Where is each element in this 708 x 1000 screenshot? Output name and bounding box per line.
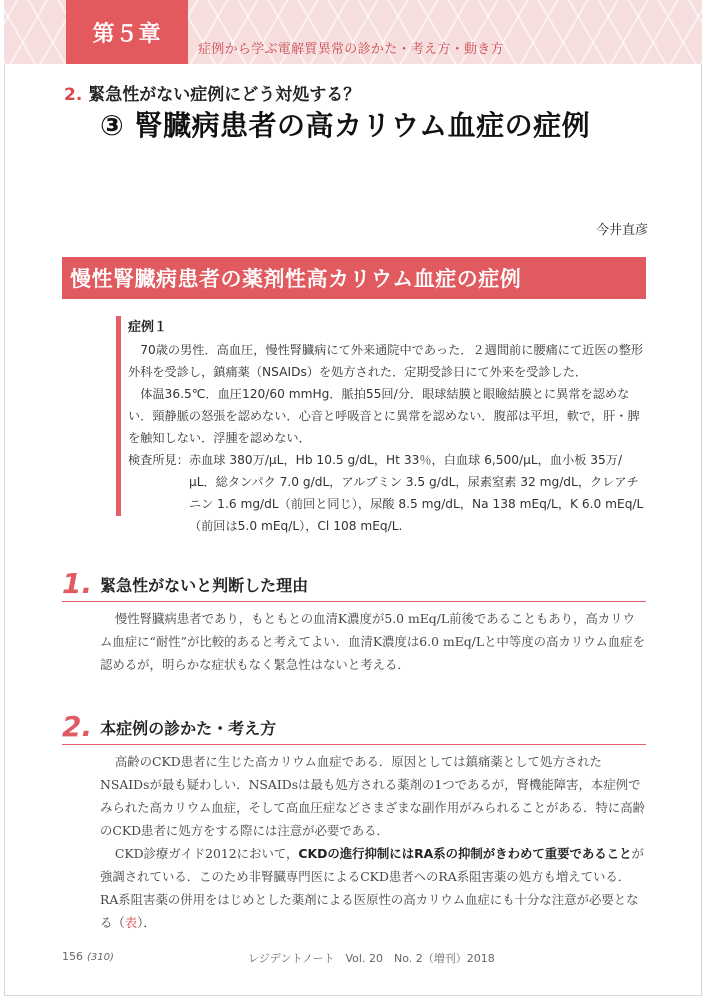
table-reference-link[interactable]: 表 bbox=[124, 915, 138, 930]
section-number: 2. bbox=[64, 85, 83, 105]
chapter-subtitle: 症例から学ぶ電解質異常の診かた・考え方・動き方 bbox=[198, 42, 504, 57]
author-name: 今井直彦 bbox=[595, 223, 648, 238]
heading-2-title: 本症例の診かた・考え方 bbox=[100, 719, 277, 738]
case-title: 症例１ bbox=[128, 320, 168, 335]
original-page-number: (310) bbox=[87, 952, 114, 963]
section-title: 緊急性がない症例にどう対処する？ bbox=[88, 85, 361, 105]
heading-1 bbox=[62, 568, 646, 602]
section-1-body bbox=[100, 607, 646, 676]
footer-page bbox=[62, 950, 114, 963]
section-1-paragraph: 慢性腎臓病患者であり，もともとの血清K濃度が5.0 mEq/L前後であることもあり，高カリウム血症に“耐性”が比較的あると考えてよい．血清K濃度は6.0 mEq/Lと中等度の高カリウム血症を認めるが，明らかな症状もなく緊急性はないと考える． bbox=[100, 611, 646, 672]
page-number: 156 bbox=[62, 950, 83, 963]
p2-text-b: が強調されている．このため非腎臓専門医によるCKD患者へのRA系阻害薬の処方も増えている．RA系阻害薬の併用をはじめとした薬剤による医原性の高カリウム血症にも十分な注意が必要となる（ bbox=[100, 846, 644, 930]
topic-banner: 慢性腎臓病患者の薬剤性高カリウム血症の症例 bbox=[62, 257, 646, 299]
labs-values: 赤血球 380万/μL，Hb 10.5 g/dL，Ht 33％，白血球 6,500/μL，血小板 35万/μL．総タンパク 7.0 g/dL，アルブミン 3.5 g/dL，尿素窒素 32 mg/dL，クレアチニン 1.6 mg/dL（前回と同じ），尿酸 8.5 mg/dL，Na 138 mEq/L，K 6.0 mEq/L（前回は5.0 mEq/L），Cl 108 mEq/L. bbox=[188, 453, 644, 533]
section-heading bbox=[64, 80, 360, 105]
chapter-label: 第５章 bbox=[92, 21, 162, 47]
labs-label: 検査所見： bbox=[128, 453, 189, 467]
heading-2 bbox=[62, 711, 646, 745]
section-2-paragraph-1: 高齢のCKD患者に生じた高カリウム血症である．原因としては鎮痛薬として処方されたNSAIDsが最も疑わしい．NSAIDsは最も処方される薬剤の1つであるが，腎機能障害，本症例でみられた高カリウム血症，そして高血圧症などさまざまな副作用がみられることがある．特に高齢のCKD患者に処方をする際には注意が必要である． bbox=[100, 754, 646, 838]
heading-1-number: 1. bbox=[62, 567, 93, 600]
section-2-paragraph-2 bbox=[100, 842, 646, 934]
heading-1-title: 緊急性がないと判断した理由 bbox=[100, 576, 309, 595]
heading-2-number: 2. bbox=[62, 710, 93, 743]
journal-citation: レジデントノート Vol. 20 No. 2（増刊）2018 bbox=[248, 952, 495, 965]
chapter-header bbox=[4, 0, 702, 64]
p2-text-c: ）． bbox=[137, 915, 156, 930]
case-history: 70歳の男性．高血圧，慢性腎臓病にて外来通院中であった．２週間前に腰痛にて近医の整形外科を受診し，鎮痛薬（NSAIDs）を処方された．定期受診日にて外来を受診した． bbox=[128, 343, 644, 379]
chapter-badge bbox=[66, 0, 188, 64]
case-box bbox=[128, 317, 648, 537]
page-title: ③ 腎臓病患者の高カリウム血症の症例 bbox=[100, 109, 591, 142]
p2-text-a: CKD診療ガイド2012において， bbox=[114, 846, 299, 861]
p2-emphasis: CKDの進行抑制にはRA系の抑制がきわめて重要であること bbox=[298, 846, 632, 861]
case-exam: 体温36.5℃．血圧120/60 mmHg．脈拍55回/分．眼球結膜と眼瞼結膜とに異常を認めない．頸静脈の怒張を認めない．心音と呼吸音とに異常を認めない．腹部は平坦，軟で，肝・脾を触知しない．浮腫を認めない． bbox=[128, 387, 640, 445]
case-labs bbox=[128, 449, 648, 537]
case-accent-bar bbox=[116, 316, 121, 516]
section-2-body bbox=[100, 750, 646, 934]
